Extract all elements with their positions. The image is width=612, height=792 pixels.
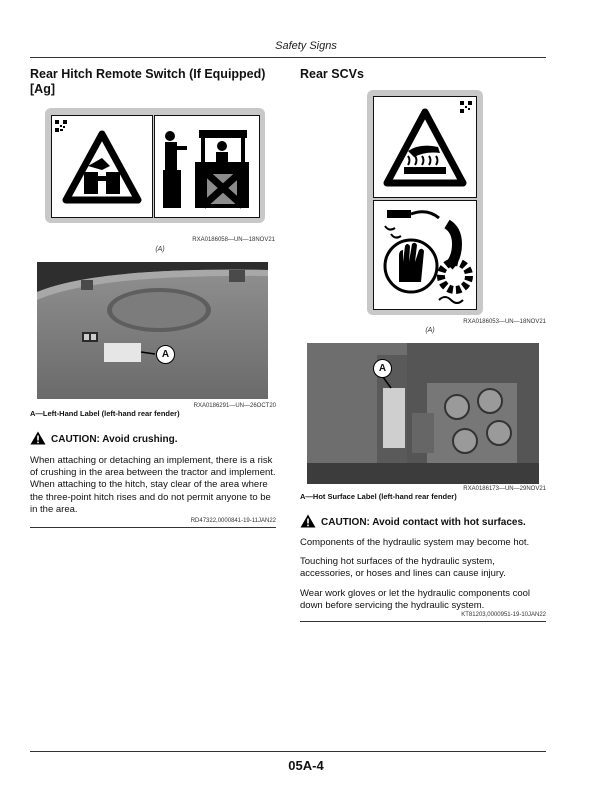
left-sign-ref: RXA0186058—UN—18NOV21 [192, 237, 275, 243]
stay-clear-of-hitch-icon [159, 124, 255, 215]
right-paragraph-1: Components of the hydraulic system may become hot. [300, 537, 530, 548]
right-paragraph-2: Touching hot surfaces of the hydraulic system, accessories, or hoses and lines can cause injury. [300, 556, 506, 580]
left-photo-ref: RXA0186291—UN—26OCT20 [193, 403, 276, 409]
left-photo-callout: A [156, 345, 175, 364]
hydraulic-scv-photo [307, 343, 539, 484]
right-paragraph-3: Wear work gloves or let the hydraulic components cool down before servicing the hydraulic system. [300, 587, 531, 611]
left-paragraph: When attaching or detaching an implement, there is a risk of crushing in the area between the tractor and implement. When attaching to the hitch, stay clear of the area where the three-point hitch rises and do not permit anyone to be in the area. [30, 455, 276, 515]
right-body [300, 537, 546, 619]
warning-triangle-icon [300, 514, 316, 531]
left-end-rule [30, 527, 276, 528]
left-body [30, 455, 276, 523]
right-sign-tag: (A) [425, 327, 435, 334]
hot-hazard-panel [373, 96, 477, 198]
hot-surface-hazard-icon [382, 107, 468, 196]
hot-surface-safety-sign [367, 90, 483, 315]
right-photo-callout: A [373, 359, 392, 378]
left-caution-text: CAUTION: Avoid crushing. [51, 434, 178, 445]
left-fender-photo [37, 262, 268, 399]
header-rule [30, 57, 546, 58]
right-doc-ref: KT81203,0000951-19-10JAN22 [461, 612, 546, 618]
avoid-panel [154, 115, 260, 218]
left-caution [30, 431, 177, 448]
footer-rule [30, 751, 546, 752]
crushing-hazard-icon [62, 128, 142, 213]
right-photo-caption: A—Hot Surface Label (left-hand rear fender) [300, 492, 457, 501]
right-caution-text: CAUTION: Avoid contact with hot surfaces. [321, 517, 526, 528]
crushing-safety-sign [45, 108, 265, 223]
left-photo-caption: A—Left-Hand Label (left-hand rear fender) [30, 409, 180, 418]
right-sign-ref: RXA0186053—UN—18NOV21 [463, 319, 546, 325]
warning-triangle-icon [30, 431, 46, 448]
gloves-panel [373, 200, 477, 310]
left-heading: Rear Hitch Remote Switch (If Equipped) [Ag] [30, 67, 266, 96]
right-caution [300, 514, 526, 531]
running-header: Safety Signs [275, 40, 337, 52]
left-sign-tag: (A) [155, 246, 165, 253]
right-heading: Rear SCVs [300, 67, 364, 81]
hazard-panel [51, 115, 153, 218]
right-end-rule [300, 621, 546, 622]
left-doc-ref: RD47322,0000841-19-11JAN22 [190, 518, 276, 524]
page-number: 05A-4 [288, 758, 324, 773]
right-photo-ref: RXA0186173—UN—29NOV21 [463, 486, 546, 492]
wear-gloves-icon [377, 204, 473, 311]
